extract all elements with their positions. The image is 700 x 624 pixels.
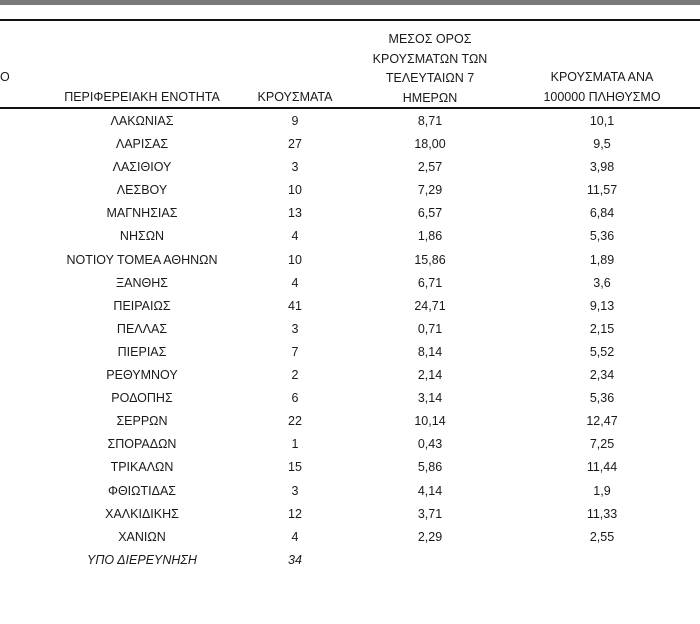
cases-cell: 2 (291, 368, 299, 383)
header-7day-average (357, 30, 503, 108)
per100k-cell: 2,34 (589, 368, 615, 383)
region-cell: ΧΑΛΚΙΔΙΚΗΣ (105, 506, 179, 521)
table-row (0, 364, 700, 387)
top-border (0, 0, 700, 5)
avg-cell: 7,29 (417, 183, 443, 198)
per100k-cell: 11,57 (586, 183, 618, 198)
cases-cell: 22 (288, 414, 302, 429)
region-cell: ΠΕΙΡΑΙΩΣ (113, 298, 171, 313)
cases-cell: 10 (288, 183, 302, 198)
table-row (0, 503, 700, 526)
per100k-cell: 2,55 (589, 529, 615, 544)
per100k-cell: 1,89 (589, 252, 615, 267)
avg-cell: 3,14 (417, 391, 443, 406)
footer-label: ΥΠΟ ΔΙΕΡΕΥΝΗΣΗ (87, 552, 197, 567)
cases-cell: 15 (288, 460, 302, 475)
header-region: ΠΕΡΙΦΕΡΕΙΑΚΗ ΕΝΟΤΗΤΑ (64, 90, 220, 104)
avg-cell: 10,14 (414, 414, 446, 429)
table-row (0, 295, 700, 318)
region-cell: ΣΠΟΡΑΔΩΝ (107, 437, 177, 452)
header-avg-line: ΚΡΟΥΣΜΑΤΩΝ ΤΩΝ (372, 51, 488, 66)
avg-cell: 1,86 (417, 229, 443, 244)
cases-cell: 4 (291, 229, 299, 244)
table-row (0, 387, 700, 410)
region-cell: ΠΕΛΛΑΣ (116, 321, 168, 336)
per100k-cell: 10,1 (589, 114, 615, 128)
cases-cell: 12 (288, 506, 302, 521)
table-row (0, 433, 700, 456)
avg-cell: 3,71 (417, 506, 443, 521)
cases-cell: 7 (291, 344, 299, 359)
cases-cell: 3 (291, 321, 299, 336)
per100k-cell: 11,44 (586, 460, 618, 475)
table-row (0, 225, 700, 248)
table-row (0, 110, 700, 133)
region-cell: ΛΕΣΒΟΥ (116, 183, 168, 198)
cases-cell: 3 (291, 160, 299, 175)
avg-cell: 0,43 (417, 437, 443, 452)
header-per-line: 100000 ΠΛΗΘΥΣΜΟ (543, 89, 661, 104)
cases-cell: 4 (291, 529, 299, 544)
region-cell: ΜΑΓΝΗΣΙΑΣ (106, 206, 178, 221)
per100k-cell: 9,5 (593, 137, 611, 152)
table-row (0, 480, 700, 503)
table-row (0, 202, 700, 225)
region-cell: ΡΟΔΟΠΗΣ (111, 391, 173, 406)
table-row (0, 272, 700, 295)
header-cases-per-100k (527, 68, 677, 107)
avg-cell: 6,57 (417, 206, 443, 221)
avg-cell: 0,71 (417, 321, 443, 336)
cases-cell: 4 (291, 275, 299, 290)
table-body (0, 110, 700, 572)
region-cell: ΠΙΕΡΙΑΣ (117, 344, 167, 359)
per100k-cell: 5,36 (589, 391, 615, 406)
avg-cell: 8,14 (417, 344, 443, 359)
cases-cell: 9 (291, 114, 299, 128)
region-cell: ΞΑΝΘΗΣ (116, 275, 168, 290)
avg-cell: 4,14 (417, 483, 443, 498)
header-avg-line: ΤΕΛΕΥΤΑΙΩΝ 7 (385, 71, 475, 85)
footer-cases: 34 (288, 552, 302, 567)
header-cases: ΚΡΟΥΣΜΑΤΑ (257, 90, 333, 104)
region-cell: ΛΑΣΙΘΙΟΥ (112, 160, 172, 175)
per100k-cell: 3,98 (589, 160, 615, 175)
cases-cell: 3 (291, 483, 299, 498)
cases-cell: 13 (288, 206, 302, 221)
per100k-cell: 12,47 (586, 414, 618, 429)
header-cut-off: Ο (0, 70, 10, 84)
table-row (0, 526, 700, 549)
cases-cell: 1 (291, 437, 299, 452)
region-cell: ΧΑΝΙΩΝ (118, 529, 166, 544)
table-row (0, 318, 700, 341)
header-per-line: ΚΡΟΥΣΜΑΤΑ ΑΝΑ (550, 70, 654, 84)
per100k-cell: 2,15 (589, 321, 615, 336)
per100k-cell: 6,84 (589, 206, 615, 221)
header-avg-line: ΗΜΕΡΩΝ (402, 90, 458, 105)
table-row (0, 410, 700, 433)
per100k-cell: 7,25 (589, 437, 615, 452)
region-cell: ΣΕΡΡΩΝ (116, 414, 168, 429)
per100k-cell: 5,52 (589, 344, 615, 359)
region-cell: ΛΑΡΙΣΑΣ (115, 137, 169, 152)
avg-cell: 6,71 (417, 275, 443, 290)
cases-cell: 10 (288, 252, 302, 267)
region-cell: ΛΑΚΩΝΙΑΣ (110, 114, 174, 128)
table-top-rule (0, 19, 700, 21)
avg-cell: 15,86 (414, 252, 446, 267)
header-bottom-rule (0, 107, 700, 109)
region-cell: ΝΟΤΙΟΥ ΤΟΜΕΑ ΑΘΗΝΩΝ (66, 252, 218, 267)
table-row (0, 456, 700, 479)
avg-cell: 24,71 (414, 298, 446, 313)
avg-cell: 2,29 (417, 529, 443, 544)
region-cell: ΤΡΙΚΑΛΩΝ (110, 460, 174, 475)
table-row (0, 341, 700, 364)
avg-cell: 18,00 (414, 137, 446, 152)
per100k-cell: 3,6 (593, 275, 611, 290)
footer-row-under-investigation (0, 549, 700, 572)
cases-cell: 6 (291, 391, 299, 406)
avg-cell: 2,57 (417, 160, 443, 175)
table-row (0, 179, 700, 202)
table-row (0, 156, 700, 179)
per100k-cell: 1,9 (593, 483, 611, 498)
cases-cell: 27 (288, 137, 302, 152)
per100k-cell: 5,36 (589, 229, 615, 244)
avg-cell: 5,86 (417, 460, 443, 475)
table-row (0, 133, 700, 156)
table-row (0, 249, 700, 272)
per100k-cell: 9,13 (589, 298, 615, 313)
region-cell: ΝΗΣΩΝ (119, 229, 165, 244)
region-cell: ΡΕΘΥΜΝΟΥ (106, 368, 178, 383)
region-cell: ΦΘΙΩΤΙΔΑΣ (107, 483, 177, 498)
avg-cell: 2,14 (417, 368, 443, 383)
header-avg-line: ΜΕΣΟΣ ΟΡΟΣ (388, 32, 472, 46)
per100k-cell: 11,33 (586, 506, 618, 521)
avg-cell: 8,71 (417, 114, 443, 128)
cases-cell: 41 (288, 298, 302, 313)
